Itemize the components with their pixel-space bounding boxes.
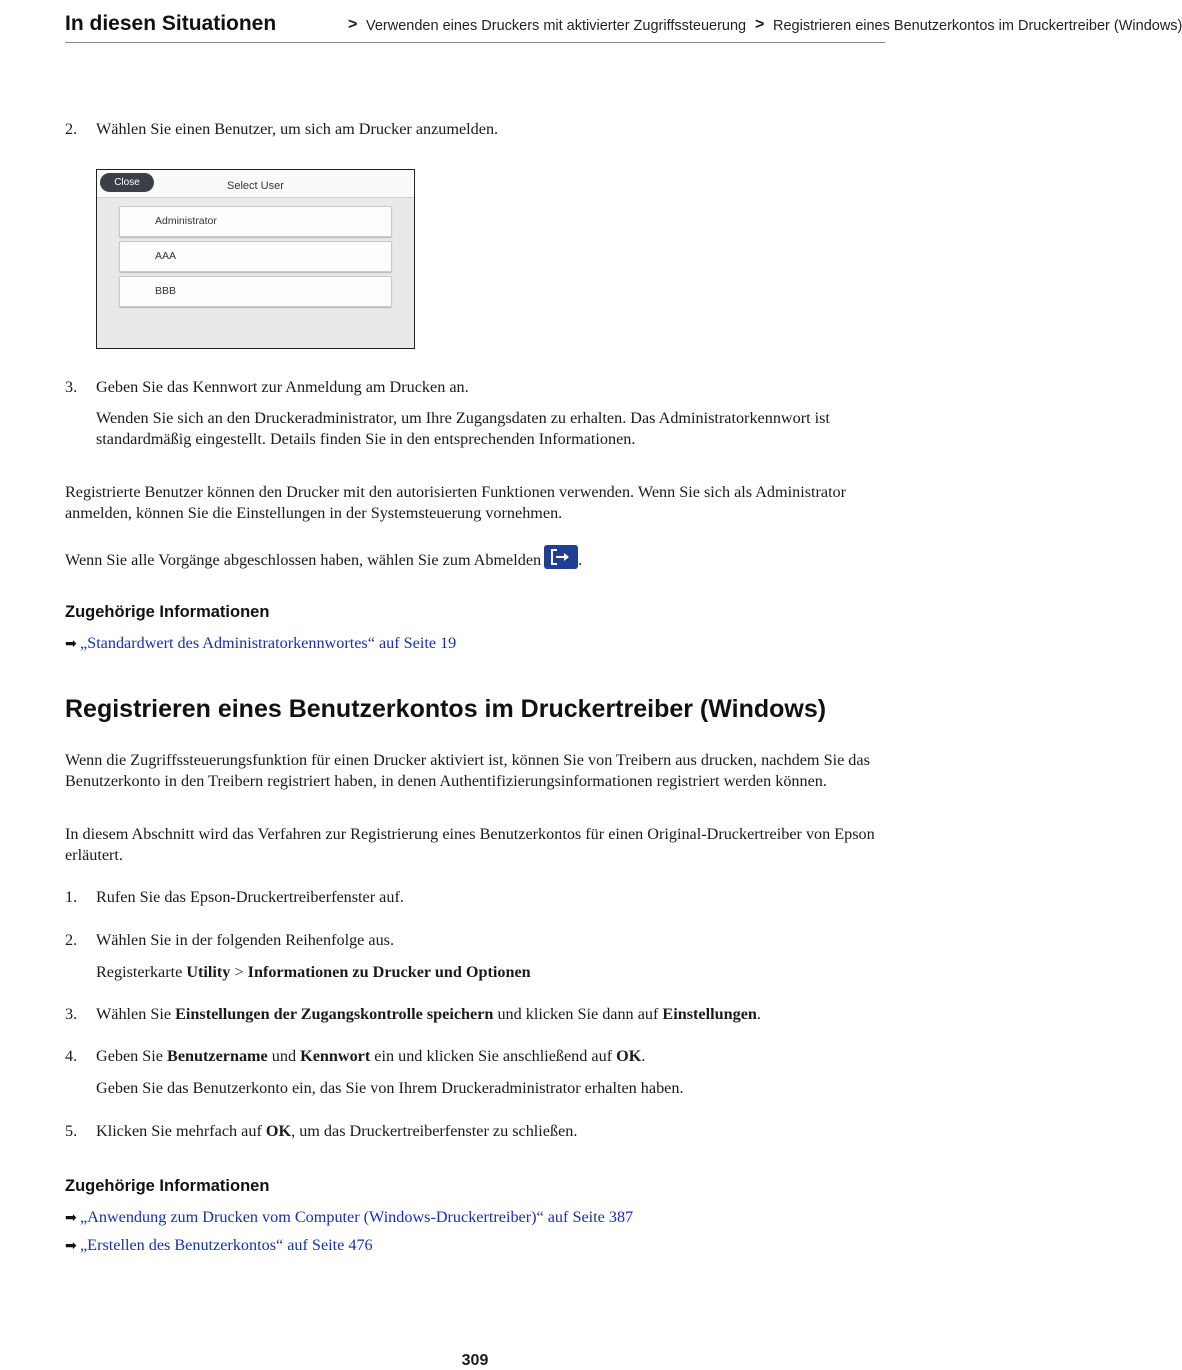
step-number: 4. [65, 1047, 78, 1065]
step-number: 2. [65, 931, 78, 949]
related-link-text[interactable]: „Standardwert des Administratorkennwortes“ auf Seite 19 [80, 634, 457, 652]
step-note: Wenden Sie sich an den Druckeradministrator, um Ihre Zugangsdaten zu erhalten. Das Administratorkennwort ist standardmäßig eingestellt. Details finden Sie in den entsprechenden Informationen. [96, 409, 830, 448]
option-name: Informationen zu Drucker und Optionen [247, 963, 531, 981]
field-name: Benutzername [167, 1047, 268, 1065]
related-link[interactable] [65, 1207, 633, 1229]
related-info-heading: Zugehörige Informationen [65, 1177, 270, 1195]
user-button-bbb[interactable] [119, 276, 392, 307]
logout-icon [544, 545, 578, 569]
arrow-right-icon: ➡ [65, 1210, 77, 1226]
related-link-text[interactable]: „Erstellen des Benutzerkontos“ auf Seite 476 [80, 1236, 373, 1254]
arrow-right-icon: ➡ [65, 1238, 77, 1254]
breadcrumb-item[interactable]: Registrieren eines Benutzerkontos im Druckertreiber (Windows) [773, 18, 1182, 34]
step-number: 3. [65, 1005, 78, 1023]
step-text: Rufen Sie das Epson-Druckertreiberfenster auf. [96, 888, 404, 906]
step-text-part: Geben Sie [96, 1047, 168, 1065]
step-text: Geben Sie das Kennwort zur Anmeldung am Drucken an. [96, 378, 469, 396]
page-number: 309 [461, 1352, 489, 1369]
logout-text-end: . [578, 551, 583, 569]
screen-title-bar [97, 170, 414, 198]
button-name: OK [265, 1122, 292, 1140]
paragraph: Wenn die Zugriffssteuerungsfunktion für einen Drucker aktiviert ist, können Sie von Treibern aus drucken, nachdem Sie das Benutzerkonto in den Treibern registriert haben, in denen Authentifizierungsinformationen registriert werden können. [65, 751, 870, 790]
related-link[interactable] [65, 1235, 373, 1257]
step-text-part: . [756, 1005, 761, 1023]
button-name: OK [616, 1047, 642, 1065]
step-text-part: und [267, 1047, 301, 1065]
step-text [96, 1121, 886, 1142]
user-button-aaa[interactable] [119, 241, 392, 272]
step-note: Geben Sie das Benutzerkonto ein, das Sie von Ihrem Druckeradministrator erhalten haben. [96, 1079, 684, 1097]
tab-name: Utility [186, 963, 231, 981]
step-text-part: ein und klicken Sie anschließend auf [370, 1047, 617, 1065]
related-link-text[interactable]: „Anwendung zum Drucken vom Computer (Windows-Druckertreiber)“ auf Seite 387 [80, 1208, 634, 1226]
setting-name: Einstellungen [662, 1005, 757, 1023]
close-button[interactable]: Close [100, 173, 154, 192]
step-text-part: , um das Druckertreiberfenster zu schließen. [291, 1122, 578, 1140]
related-info-heading: Zugehörige Informationen [65, 603, 270, 621]
step-number: 1. [65, 888, 78, 906]
breadcrumb [65, 10, 1182, 43]
paragraph-logout [65, 545, 887, 572]
step-text-part: Wählen Sie [96, 1005, 176, 1023]
note-text: > [230, 963, 248, 981]
screen-title: Select User [227, 180, 284, 192]
related-link[interactable] [65, 633, 456, 655]
field-name: Kennwort [300, 1047, 371, 1065]
arrow-right-icon: ➡ [65, 636, 77, 652]
user-button-administrator[interactable] [119, 206, 392, 237]
printer-screen-illustration [96, 169, 415, 349]
step-number: 5. [65, 1122, 78, 1140]
user-label: BBB [155, 285, 177, 297]
user-label: Administrator [155, 215, 217, 227]
step-text-part: und klicken Sie dann auf [493, 1005, 663, 1023]
step-text-part: Klicken Sie mehrfach auf [96, 1122, 266, 1140]
step-text-part: . [641, 1047, 646, 1065]
step-text: Wählen Sie in der folgenden Reihenfolge aus. [96, 931, 395, 949]
breadcrumb-separator: > [755, 16, 765, 33]
step-number: 2. [65, 120, 78, 138]
note-text: Registerkarte [96, 963, 187, 981]
breadcrumb-separator: > [348, 16, 358, 33]
paragraph: In diesem Abschnitt wird das Verfahren zur Registrierung eines Benutzerkontos für einen Original-Druckertreiber von Epson erläutert. [65, 825, 875, 864]
step-text: Wählen Sie einen Benutzer, um sich am Drucker anzumelden. [96, 120, 499, 138]
section-title: Registrieren eines Benutzerkontos im Druckertreiber (Windows) [65, 695, 827, 723]
step-number: 3. [65, 378, 78, 396]
step-text [96, 1004, 886, 1025]
setting-name: Einstellungen der Zugangskontrolle speichern [175, 1005, 494, 1023]
breadcrumb-title: In diesen Situationen [65, 12, 277, 35]
breadcrumb-item[interactable]: Verwenden eines Druckers mit aktivierter Zugriffssteuerung [366, 18, 747, 34]
step-text [96, 1046, 886, 1067]
step-note [96, 962, 886, 983]
user-label: AAA [155, 250, 177, 262]
logout-text: Wenn Sie alle Vorgänge abgeschlossen haben, wählen Sie zum Abmelden [65, 551, 542, 569]
paragraph: Registrierte Benutzer können den Drucker mit den autorisierten Funktionen verwenden. Wenn Sie sich als Administrator anmelden, können Sie die Einstellungen in der Systemsteuerung vornehmen. [65, 483, 847, 522]
